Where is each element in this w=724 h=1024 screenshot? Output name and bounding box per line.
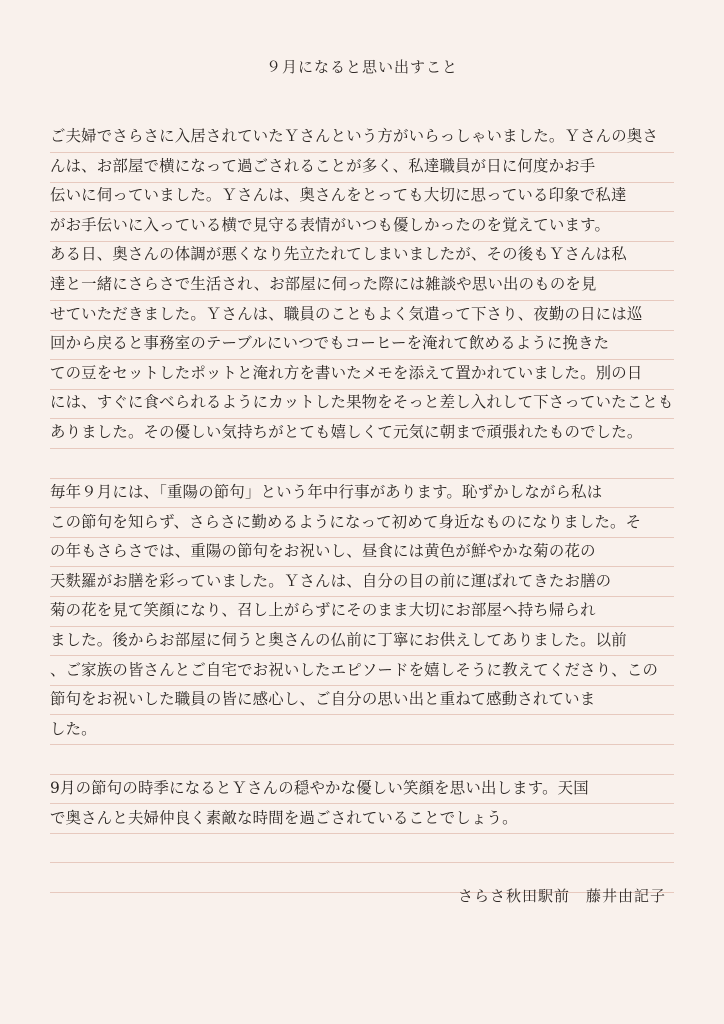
text-line: ある日、奥さんの体調が悪くなり先立たれてしまいましたが、その後もＹさんは私 (50, 245, 627, 264)
text-line: んは、お部屋で横になって過ごされることが多く、私達職員が日に何度かお手 (50, 156, 596, 175)
ruled-line (50, 448, 674, 449)
text-line: がお手伝いに入っている横で見守る表情がいつも優しかったのを覚えています。 (50, 215, 611, 234)
text-line: には、すぐに食べられるようにカットした果物をそっと差し入れして下さっていたことも (50, 393, 674, 412)
text-line: 9月の節句の時季になるとＹさんの穏やかな優しい笑顔を思い出します。天国 (50, 779, 589, 797)
signature: さらさ秋田駅前 藤井由記子 (457, 887, 666, 905)
text-line: 天麩羅がお膳を彩っていました。Ｙさんは、自分の目の前に運ばれてきたお膳の (50, 571, 612, 590)
paragraph-2 (50, 478, 674, 744)
text-line: ご夫婦でさらさに入居されていたＹさんという方がいらっしゃいました。Ｙさんの奥さ (50, 127, 659, 145)
text-line: 達と一緒にさらさで生活され、お部屋に伺った際には雑談や思い出のものを見 (50, 274, 597, 293)
paragraph-3 (50, 774, 674, 833)
text-line: ました。後からお部屋に伺うと奥さんの仏前に丁寧にお供えしてありました。以前 (50, 630, 627, 649)
text-line: せていただきました。Ｙさんは、職員のこともよく気遣って下さり、夜勤の日には巡 (50, 304, 643, 323)
text-line: で奥さんと夫婦仲良く素敵な時間を過ごされていることでしょう。 (50, 808, 518, 827)
page-title: ９月になると思い出すこと (265, 58, 458, 76)
text-line: この節句を知らず、さらさに勤めるようになって初めて身近なものになりました。そ (50, 512, 642, 531)
text-line: 節句をお祝いした職員の皆に感心し、ご自分の思い出と重ねて感動されていま (50, 690, 596, 709)
text-line: ての豆をセットしたポットと淹れ方を書いたメモを添えて置かれていました。別の日 (50, 363, 643, 382)
ruled-line (50, 862, 674, 863)
text-line: 毎年９月には、「重陽の節句」という年中行事があります。恥ずかしながら私は (50, 483, 603, 501)
paragraph-1 (50, 122, 674, 448)
text-line: した。 (50, 719, 97, 738)
text-line: の年もさらさでは、重陽の節句をお祝いし、昼食には黄色が鮮やかな菊の花の (50, 542, 596, 561)
text-line: ありました。その優しい気持ちがとても嬉しくて元気に朝まで頑張れたものでした。 (50, 422, 643, 441)
text-line: 回から戻ると事務室のテーブルにいつでもコーヒーを淹れて飲めるように挽きた (50, 334, 610, 353)
text-line: 、ご家族の皆さんとご自宅でお祝いしたエピソードを嬉しそうに教えてくださり、この (50, 660, 659, 679)
text-line: 伝いに伺っていました。Ｙさんは、奥さんをとっても大切に思っている印象で私達 (50, 186, 627, 205)
text-line: 菊の花を見て笑顔になり、召し上がらずにそのまま大切にお部屋へ持ち帰られ (50, 601, 596, 620)
